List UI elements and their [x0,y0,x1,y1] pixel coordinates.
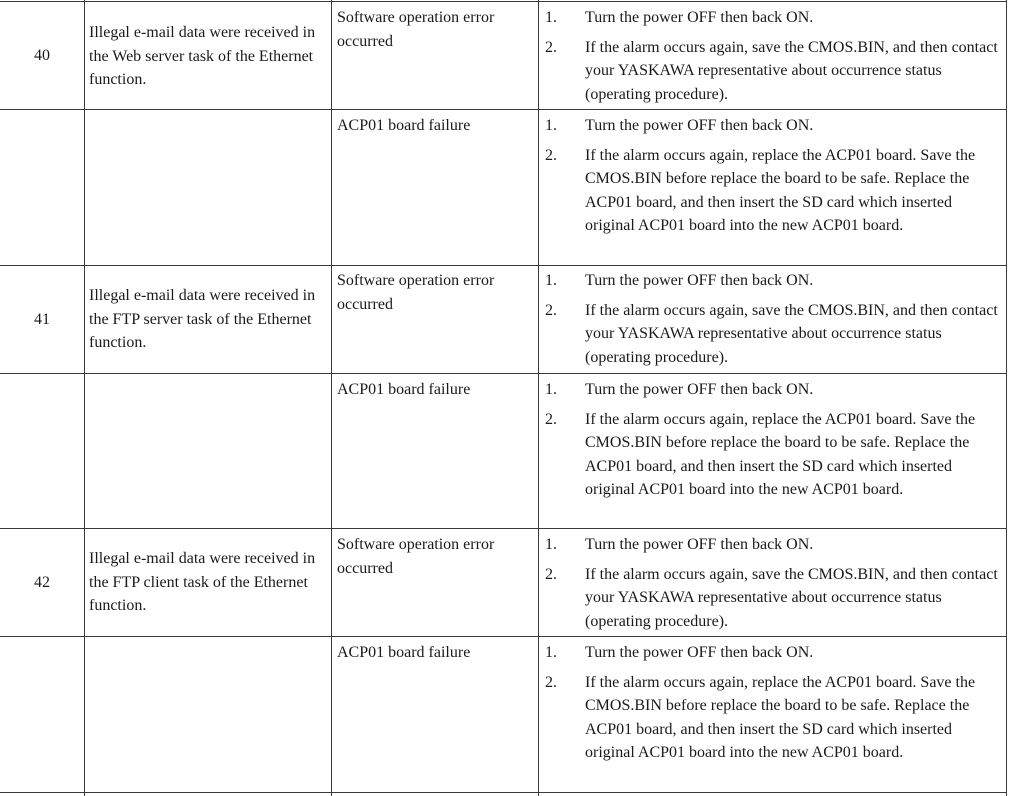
step-number: 2. [545,301,557,319]
remedy-step [540,6,1006,30]
step-number: 2. [545,146,557,164]
remedy-steps [540,6,1006,106]
step-text: If the alarm occurs again, save the CMOS.BIN, and then contact your YASKAWA representative about occurrence status (operating procedure). [585,565,998,630]
remedy-steps [540,378,1006,502]
step-number: 1. [545,9,557,26]
remedy-step [540,36,1006,107]
step-text: Turn the power OFF then back ON. [585,9,814,26]
step-number: 2. [545,410,557,428]
alarm-message: Illegal e-mail data were received in the FTP server task of the Ethernet function. [89,287,316,351]
alarm-message: Illegal e-mail data were received in the Web server task of the Ethernet function. [89,24,316,88]
row-divider [0,636,1006,637]
alarm-message: Illegal e-mail data were received in the FTP client task of the Ethernet function. [89,550,316,614]
step-text: Turn the power OFF then back ON. [585,536,814,553]
remedy-step [540,269,1006,293]
remedy-step [540,299,1006,370]
step-text: Turn the power OFF then back ON. [585,381,814,398]
remedy-steps [540,641,1006,765]
row-divider [0,109,1006,110]
row-divider [0,1,1006,2]
cause-text: Software operation error occurred [337,536,495,577]
cause-text: ACP01 board failure [337,117,471,134]
row-divider [0,792,1006,793]
step-text: If the alarm occurs again, save the CMOS.BIN, and then contact your YASKAWA representative about occurrence status (operating procedure). [585,38,998,103]
step-text: Turn the power OFF then back ON. [585,272,814,289]
column-divider [538,0,539,796]
remedy-step [540,378,1006,402]
step-text: If the alarm occurs again, replace the ACP01 board. Save the CMOS.BIN before replace the board to be safe. Replace the ACP01 board, and then insert the SD card which inserted original ACP01 board into the new ACP01 board. [585,673,976,761]
remedy-step [540,533,1006,557]
step-number: 1. [545,536,557,553]
column-divider [84,0,85,796]
alarm-code: 41 [34,311,50,328]
cause-text: ACP01 board failure [337,381,471,398]
step-text: If the alarm occurs again, replace the ACP01 board. Save the CMOS.BIN before replace the board to be safe. Replace the ACP01 board, and then insert the SD card which inserted original ACP01 board into the new ACP01 board. [585,146,976,234]
column-divider [1006,0,1007,796]
step-text: Turn the power OFF then back ON. [585,117,814,134]
remedy-step [540,671,1006,765]
step-number: 1. [545,644,557,661]
remedy-steps [540,114,1006,238]
alarm-code: 42 [34,574,50,591]
remedy-step [540,408,1006,502]
step-number: 1. [545,117,557,134]
remedy-steps [540,269,1006,369]
row-divider [0,265,1006,266]
cause-text: Software operation error occurred [337,272,495,313]
step-number: 2. [545,565,557,583]
cause-text: Software operation error occurred [337,9,495,50]
remedy-step [540,563,1006,634]
column-divider [331,0,332,796]
remedy-step [540,114,1006,138]
cause-text: ACP01 board failure [337,644,471,661]
remedy-step [540,641,1006,665]
step-number: 2. [545,673,557,691]
row-divider [0,373,1006,374]
remedy-steps [540,533,1006,633]
step-number: 1. [545,272,557,289]
step-number: 1. [545,381,557,398]
step-text: Turn the power OFF then back ON. [585,644,814,661]
remedy-step [540,144,1006,238]
step-text: If the alarm occurs again, replace the ACP01 board. Save the CMOS.BIN before replace the board to be safe. Replace the ACP01 board, and then insert the SD card which inserted original ACP01 board into the new ACP01 board. [585,410,976,498]
step-number: 2. [545,38,557,56]
row-divider [0,528,1006,529]
alarm-code: 40 [34,47,50,64]
step-text: If the alarm occurs again, save the CMOS.BIN, and then contact your YASKAWA representative about occurrence status (operating procedure). [585,301,998,366]
